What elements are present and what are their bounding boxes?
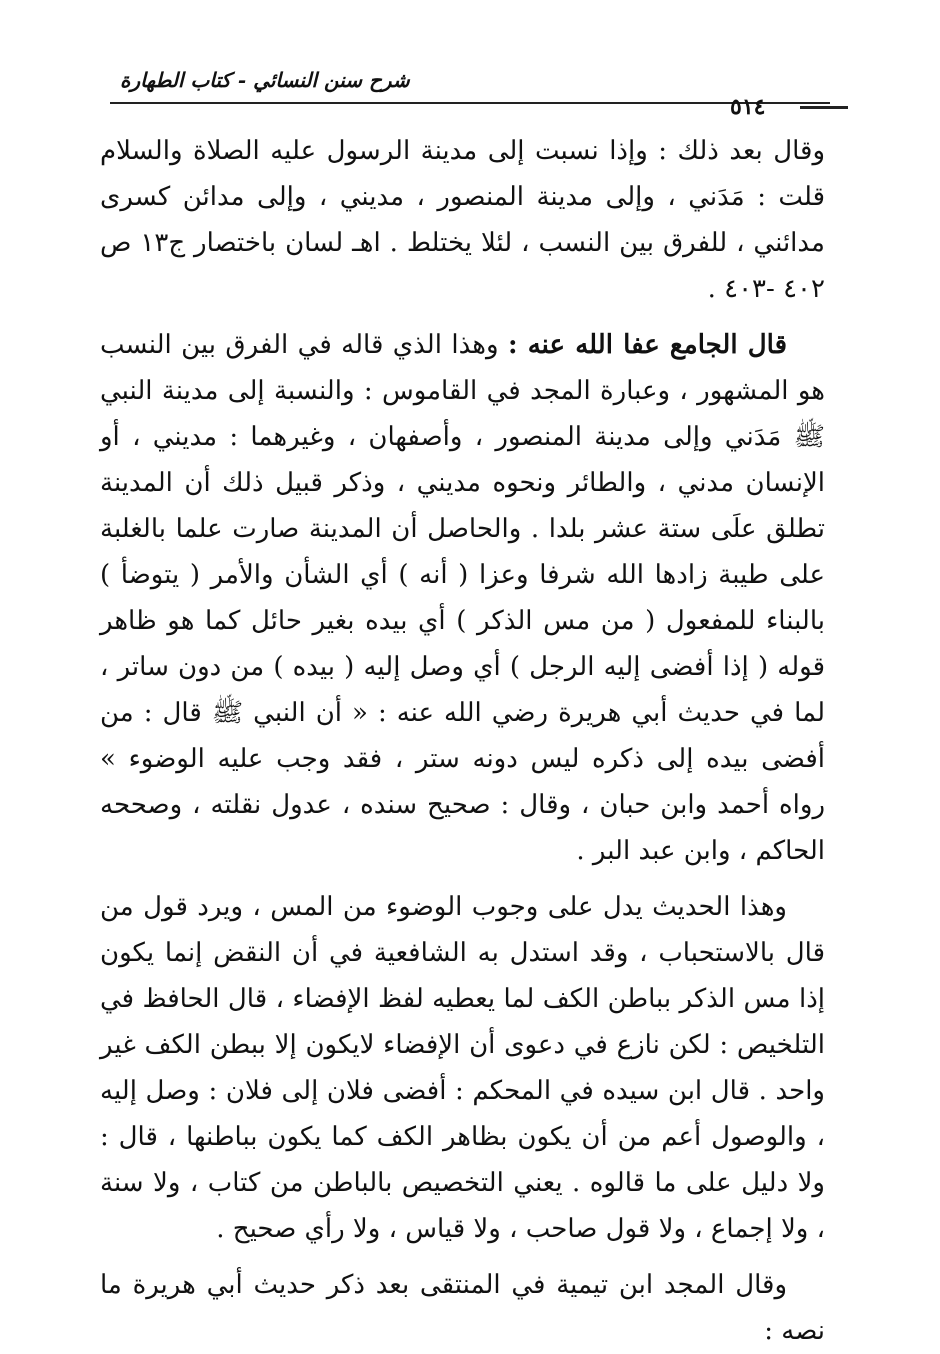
paragraph-1 (100, 128, 825, 312)
paragraph-2-text: وهذا الذي قاله في الفرق بين النسب هو المشهور ، وعبارة المجد في القاموس : والنسبة إلى مدينة النبي ﷺ مَدَني وإلى مدينة المنصور ، وأصفهان ، وغيرهما : مديني ، أو الإنسان مدني ، والطائر ونحوه مديني ، وذكر قبيل ذلك أن المدينة تطلق علَى ستة عشر بلدا . والحاصل أن المدينة صارت علما بالغلبة على طيبة زادها الله شرفا وعزا ( أنه ) أي الشأن والأمر ( يتوضأ ) بالبناء للمفعول ( من مس الذكر ) أي بيده بغير حائل كما هو ظاهر قوله ( إذا أفضى إليه الرجل ) أي وصل إليه ( بيده ) من دون ساتر ، لما في حديث أبي هريرة رضي الله عنه : « أن النبي ﷺ قال : من أفضى بيده إلى ذكره ليس دونه ستر ، فقد وجب عليه الوضوء » رواه أحمد وابن حبان ، وقال : صحيح سنده ، عدول نقلته ، وصححه الحاكم ، وابن عبد البر . (100, 330, 825, 866)
paragraph-2-lead: قال الجامع عفا الله عنه : (507, 330, 787, 360)
paragraph-2 (100, 322, 825, 874)
page-number-block (720, 94, 840, 122)
running-header-title: شرح سنن النسائي - كتاب الطهارة (120, 68, 410, 92)
page-number-rule (800, 106, 848, 109)
paragraph-4 (100, 1262, 825, 1354)
paragraph-1-text: وقال بعد ذلك : وإذا نسبت إلى مدينة الرسول عليه الصلاة والسلام قلت : مَدَني ، وإلى مدينة المنصور ، مديني ، وإلى مدائن كسرى مدائني ، للفرق بين النسب ، لئلا يختلط . اهـ لسان باختصار ج١٣ ص ٤٠٢ -٤٠٣ . (100, 136, 825, 304)
page-body (100, 128, 825, 1346)
paragraph-3-text: وهذا الحديث يدل على وجوب الوضوء من المس ، ويرد قول من قال بالاستحباب ، وقد استدل به الشافعية في أن النقض إنما يكون إذا مس الذكر بباطن الكف لما يعطيه لفظ الإفضاء ، قال الحافظ في التلخيص : لكن نازع في دعوى أن الإفضاء لايكون إلا ببطن الكف غير واحد . قال ابن سيده في المحكم : أفضى فلان إلى فلان : وصل إليه ، والوصول أعم من أن يكون بظاهر الكف كما يكون بباطنها ، قال : ولا دليل على ما قالوه . يعني التخصيص بالباطن من كتاب ، ولا سنة ، ولا إجماع ، ولا قول صاحب ، ولا قياس ، ولا رأي صحيح . (100, 892, 825, 1244)
paragraph-3 (100, 884, 825, 1252)
page-number: ٥١٤ (730, 94, 766, 120)
paragraph-4-text: وقال المجد ابن تيمية في المنتقى بعد ذكر حديث أبي هريرة ما نصه : (100, 1270, 825, 1346)
